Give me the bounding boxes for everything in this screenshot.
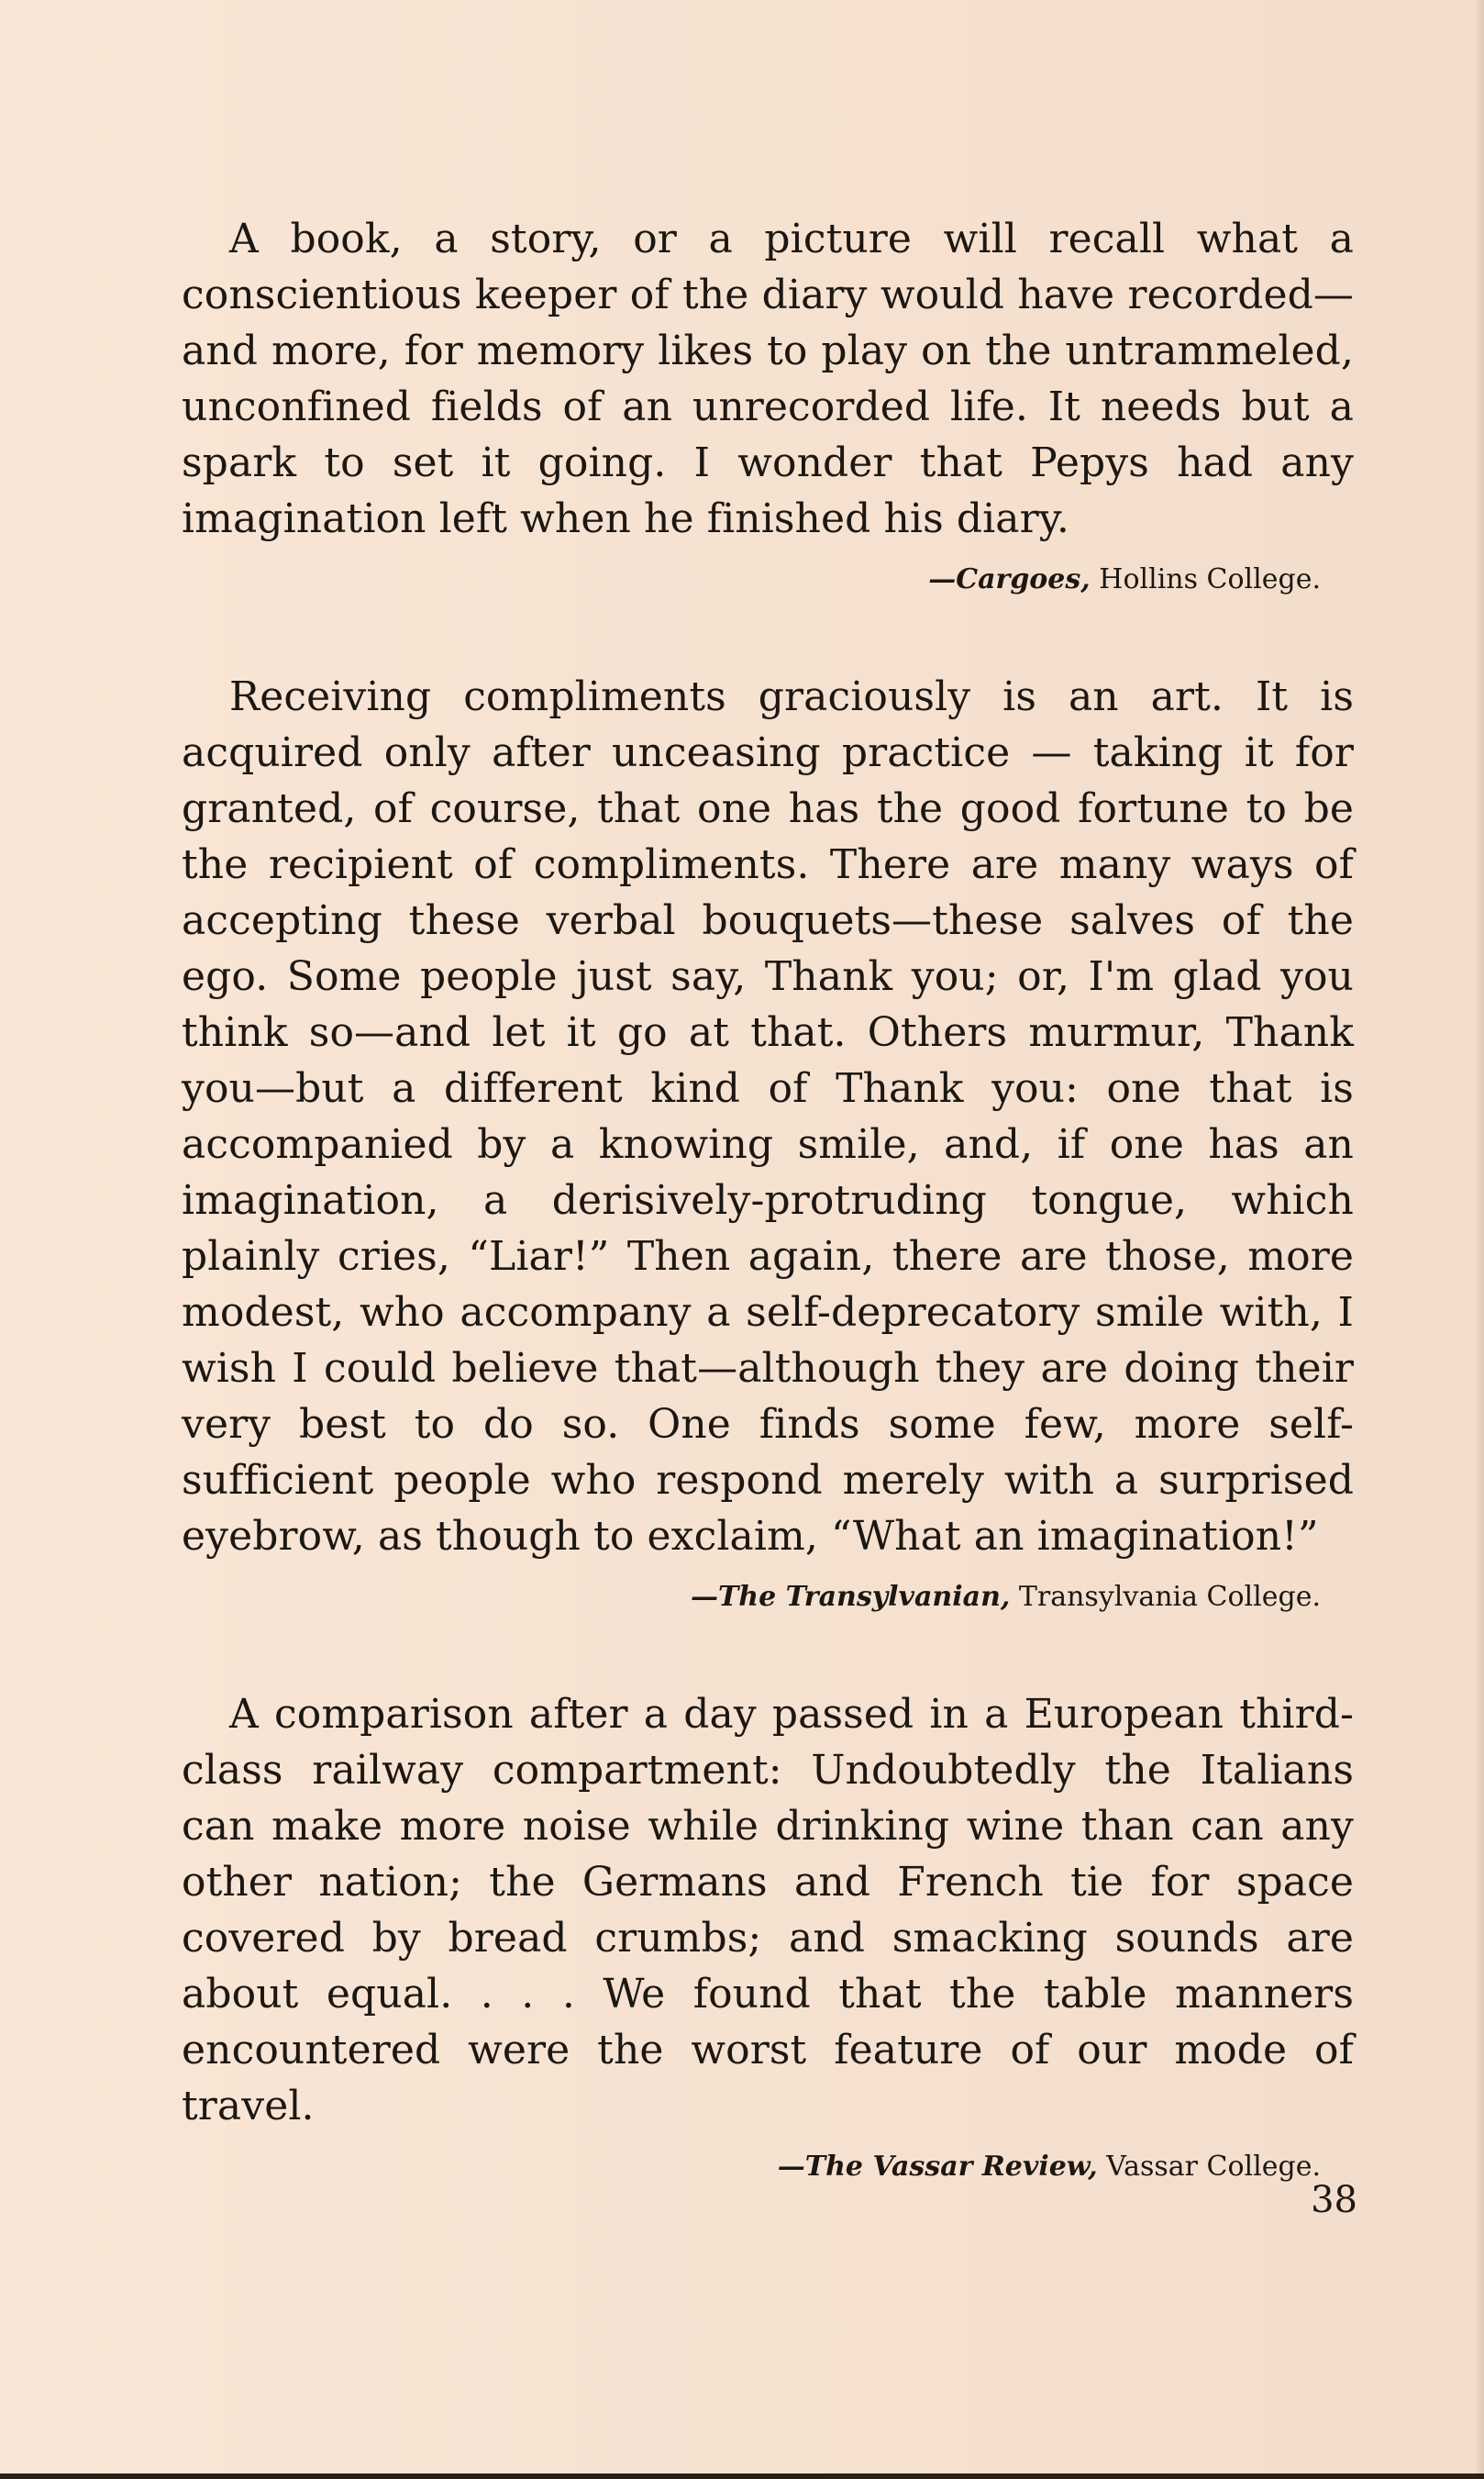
entry-transylvanian [182,669,1354,1613]
publication-title: —Cargoes, [928,563,1091,595]
page-spine-shadow [1475,0,1484,2479]
entry-text: A comparison after a day passed in a European third-class railway compartment: Undoubtedly the Italians can make more noise while drinking wine than can any other nation; the Germans and French tie for space covered by bread crumbs; and smacking sounds are about equal. . . . We found that the table manners encountered were the worst feature of our mode of travel. [182,1691,1354,2129]
publication-title: —The Transylvanian, [690,1581,1011,1613]
entry-attribution [182,1581,1354,1613]
publication-title: —The Vassar Review, [777,2151,1098,2183]
page-number: 38 [1311,2179,1357,2221]
bottom-edge-rule [0,2473,1484,2479]
entry-cargoes [182,211,1354,595]
entry-vassar-review [182,1686,1354,2183]
college-name: Hollins College. [1099,563,1321,595]
entry-attribution [182,563,1354,595]
entry-attribution [182,2151,1354,2183]
college-name: Vassar College. [1106,2151,1321,2183]
college-name: Transylvania College. [1018,1581,1321,1613]
entry-text: Receiving compliments graciously is an art. It is acquired only after unceasing practice — taking it for granted, of course, that one has the good fortune to be the recipient of compliments. There are many ways of accepting these verbal bouquets—these salves of the ego. Some people just say, Thank you; or, I'm glad you think so—and let it go at that. Others murmur, Thank you—but a different kind of Thank you: one that is accompanied by a knowing smile, and, if one has an imagination, a derisively-protruding tongue, which plainly cries, “Liar!” Then again, there are those, more modest, who accompany a self-deprecatory smile with, I wish I could believe that—although they are doing their very best to do so. One finds some few, more self-sufficient people who respond merely with a surprised eyebrow, as though to exclaim, “What an imagination!” [182,673,1354,1560]
page-content [182,211,1354,2256]
entry-text: A book, a story, or a picture will recall what a conscientious keeper of the diary would have recorded—and more, for memory likes to play on the untrammeled, unconfined fields of an unrecorded life. It needs but a spark to set it going. I wonder that Pepys had any imagination left when he finished his diary. [182,216,1354,542]
